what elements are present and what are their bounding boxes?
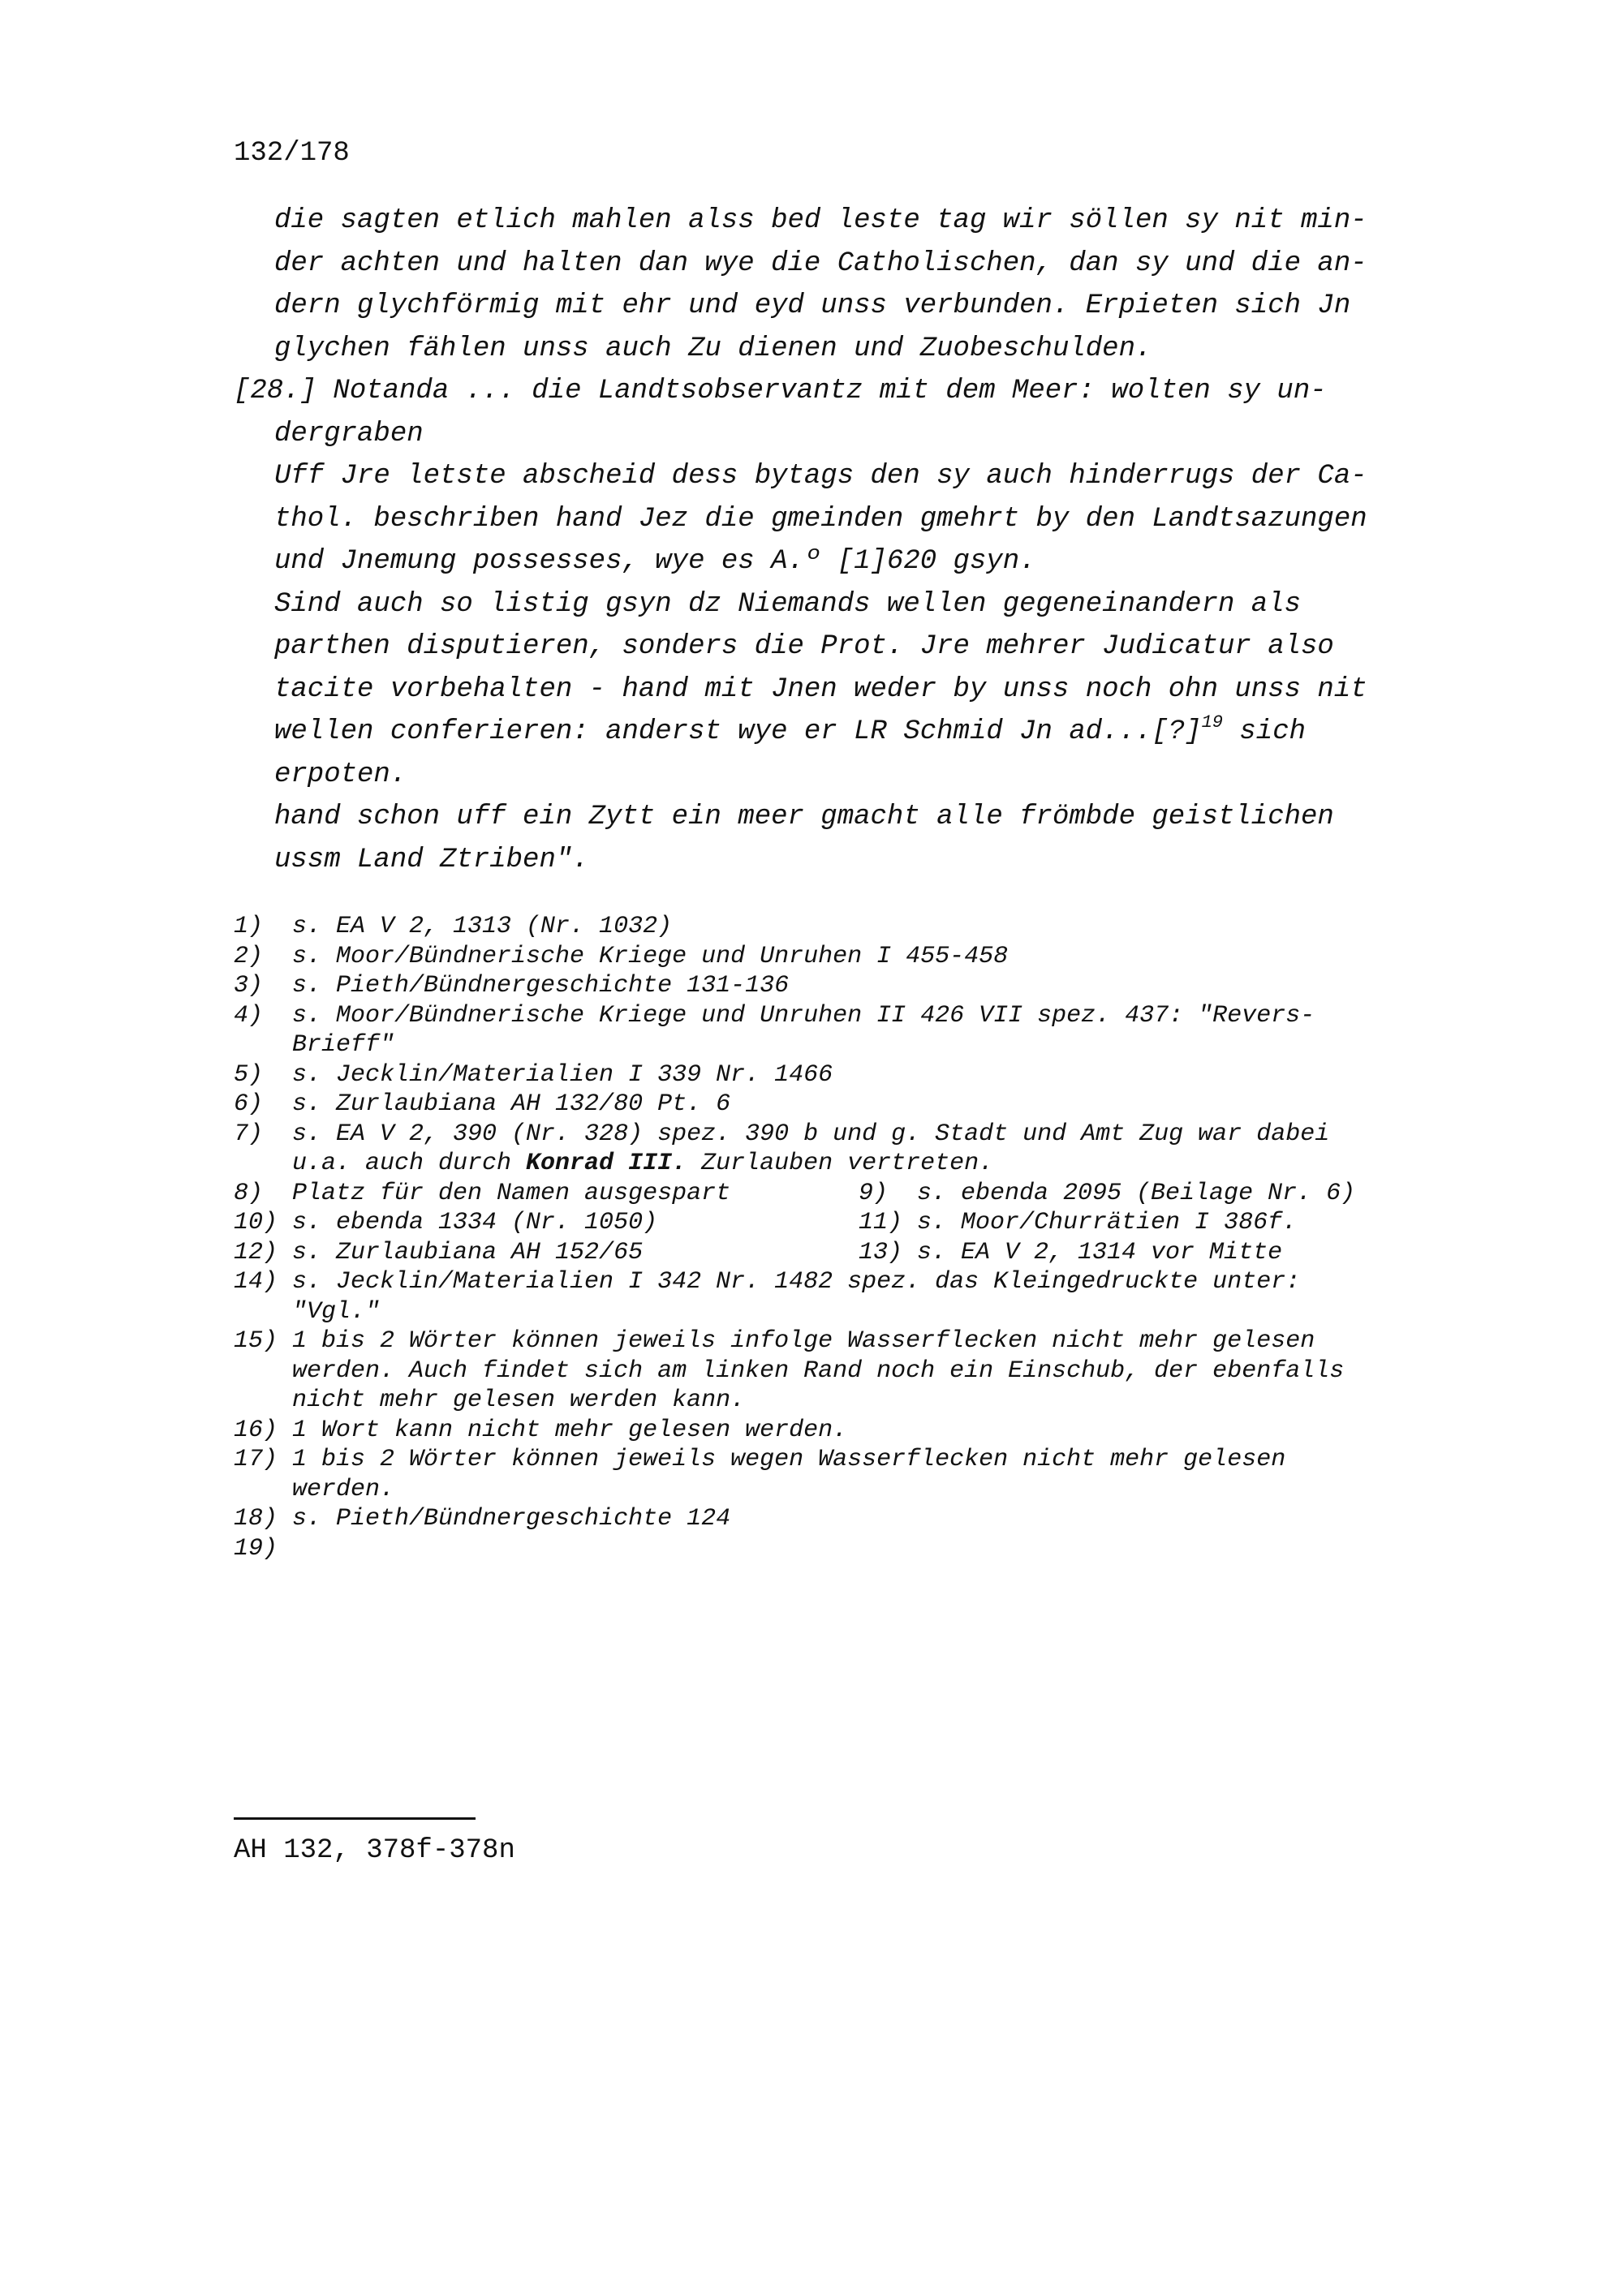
footnote-text: s. Zurlaubiana AH 152/65 <box>292 1238 644 1266</box>
footnote-continuation: "Vgl." <box>292 1297 381 1326</box>
footnote-text: s. Jecklin/Materialien I 339 Nr. 1466 <box>292 1060 833 1089</box>
text-line <box>234 285 1500 328</box>
text-line <box>234 540 1500 583</box>
text-line-content: glychen fählen unss auch Zu dienen und Zuobeschulden. <box>274 333 1152 364</box>
text-line-content: [28.] Notanda ... die Landtsobservantz mit dem Meer: wolten sy un- <box>234 376 1327 406</box>
footnote <box>234 1060 1500 1090</box>
text-line-content: thol. beschriben hand Jez die gmeinden gmehrt by den Landtsazungen <box>274 503 1367 535</box>
main-transcription <box>234 200 1500 881</box>
footnote-number: 19) <box>234 1534 278 1563</box>
text-line <box>234 839 1500 882</box>
footnote <box>234 1504 1500 1534</box>
footnote-number: 16) <box>234 1416 278 1444</box>
page-number: 132/178 <box>234 138 350 169</box>
text-line-content: Uff Jre letste abscheid dess bytags den sy auch hinderrugs der Ca- <box>274 461 1367 492</box>
text-line-content: hand schon uff ein Zytt ein meer gmacht alle frömbde geistlichen <box>274 802 1334 832</box>
footnote <box>234 1416 1500 1446</box>
footnote-second-column <box>859 1208 1297 1238</box>
text-line-content: parthen disputieren, sonders die Prot. Jre mehrer Judicatur also <box>274 631 1334 662</box>
footnote-number: 11) <box>859 1209 903 1236</box>
footnote-number: 1) <box>234 913 264 940</box>
footnote <box>234 1267 1500 1297</box>
text-line <box>234 413 1500 456</box>
footnote-text: s. Moor/Bündnerische Kriege und Unruhen I 455-458 <box>292 942 1009 970</box>
footnote-text: 1 bis 2 Wörter können jeweils wegen Wasserflecken nicht mehr gelesen <box>292 1446 1286 1473</box>
text-line <box>234 669 1500 712</box>
text-line <box>234 583 1500 626</box>
text-line-content: die sagten etlich mahlen alss bed leste tag wir söllen sy nit min- <box>274 205 1367 236</box>
footnote-number: 5) <box>234 1060 264 1089</box>
footnote-text: s. EA V 2, 1314 vor Mitte <box>917 1238 1283 1266</box>
footnote <box>234 971 1500 1001</box>
footnote-separator-rule <box>234 1817 476 1820</box>
footnote-text: s. ebenda 2095 (Beilage Nr. 6) <box>917 1179 1356 1207</box>
footnote-text: s. Zurlaubiana AH 132/80 Pt. 6 <box>292 1090 731 1118</box>
footnote-number: 7) <box>234 1120 264 1148</box>
text-line-content: ussm Land Ztriben". <box>274 844 589 875</box>
footnote-text: Zurlauben vertreten. <box>687 1150 994 1177</box>
footnote-text: Platz für den Namen ausgespart <box>292 1179 731 1207</box>
footnote-number: 14) <box>234 1268 278 1296</box>
footnote-number: 12) <box>234 1238 278 1266</box>
footnote-number: 2) <box>234 942 264 970</box>
footnote-number: 3) <box>234 972 264 1000</box>
source-reference: AH 132, 378f-378n <box>234 1835 515 1866</box>
footnote <box>234 1534 1500 1564</box>
footnote-text: s. Moor/Bündnerische Kriege und Unruhen II 426 VII spez. 437: "Revers- <box>292 1001 1315 1030</box>
footnote-text: s. Moor/Churrätien I 386f. <box>917 1209 1298 1236</box>
footnote-continuation: werden. Auch findet sich am linken Rand noch ein Einschub, der ebenfalls <box>292 1357 1345 1385</box>
footnote-number: 8) <box>234 1179 264 1207</box>
footnote-text: 1 bis 2 Wörter können jeweils infolge Wasserflecken nicht mehr gelesen <box>292 1327 1315 1355</box>
footnote-text: s. ebenda 1334 (Nr. 1050) <box>292 1209 658 1236</box>
text-line-content: dergraben <box>274 418 424 449</box>
footnote <box>234 1445 1500 1475</box>
footnote-continuation: nicht mehr gelesen werden kann. <box>292 1387 746 1414</box>
text-line <box>234 498 1500 541</box>
text-line-content: dern glychförmig mit ehr und eyd unss verbunden. Erpieten sich Jn <box>274 290 1351 321</box>
footnote-number: 17) <box>234 1446 278 1473</box>
footnote-bold-name: Konrad III. <box>526 1150 687 1177</box>
footnote-continuation <box>234 1149 1500 1179</box>
footnote <box>234 942 1500 972</box>
footnote-text: 1 Wort kann nicht mehr gelesen werden. <box>292 1416 848 1444</box>
footnote-number: 9) <box>859 1179 889 1207</box>
text-line <box>234 711 1500 754</box>
footnote-number: 10) <box>234 1209 278 1236</box>
text-line <box>234 243 1500 286</box>
footnote <box>234 912 1500 942</box>
footnote-text: s. EA V 2, 390 (Nr. 328) spez. 390 b und g. Stadt und Amt Zug war dabei <box>292 1120 1330 1148</box>
footnote-text: s. Pieth/Bündnergeschichte 131-136 <box>292 972 790 1000</box>
text-line <box>234 796 1500 839</box>
footnotes <box>234 912 1500 1563</box>
footnote <box>234 1001 1500 1031</box>
footnote <box>234 1208 1500 1238</box>
text-line <box>234 455 1500 498</box>
footnote <box>234 1326 1500 1357</box>
footnote-reference: 19 <box>1201 712 1223 733</box>
text-line <box>234 370 1500 413</box>
text-line <box>234 626 1500 669</box>
text-line <box>234 328 1500 371</box>
text-line-content: tacite vorbehalten - hand mit Jnen weder by unss noch ohn unss nit <box>274 673 1367 705</box>
footnote-text: u.a. auch durch <box>292 1150 527 1177</box>
footnote-number: 4) <box>234 1001 264 1030</box>
footnote-text: s. Jecklin/Materialien I 342 Nr. 1482 spez. das Kleingedruckte unter: <box>292 1268 1301 1296</box>
footnote-text: s. Pieth/Bündnergeschichte 124 <box>292 1505 731 1533</box>
text-line-content: Sind auch so listig gsyn dz Niemands wellen gegeneinandern als <box>274 588 1302 620</box>
text-line <box>234 754 1500 797</box>
footnote-number: 15) <box>234 1327 278 1355</box>
footnote-text: s. EA V 2, 1313 (Nr. 1032) <box>292 913 673 940</box>
footnote <box>234 1238 1500 1268</box>
footnote-number: 6) <box>234 1090 264 1118</box>
text-line-content: und Jnemung possesses, wye es A.º [1]620 gsyn. <box>274 546 1036 577</box>
text-line-content: erpoten. <box>274 759 407 790</box>
text-line <box>234 200 1500 243</box>
footnote-continuation: Brieff" <box>292 1031 395 1059</box>
footnote-second-column <box>859 1238 1282 1268</box>
footnote <box>234 1120 1500 1150</box>
footnote-number: 13) <box>859 1238 903 1266</box>
footnote-continuation: werden. <box>292 1475 395 1503</box>
text-line-tail: sich <box>1223 716 1307 747</box>
footnote <box>234 1179 1500 1209</box>
text-line-content: der achten und halten dan wye die Catholischen, dan sy und die an- <box>274 247 1367 279</box>
text-line-content: wellen conferieren: anderst wye er LR Schmid Jn ad...[?] <box>274 716 1202 747</box>
footnote-number: 18) <box>234 1505 278 1533</box>
footnote-second-column <box>859 1179 1355 1209</box>
footnote <box>234 1090 1500 1120</box>
